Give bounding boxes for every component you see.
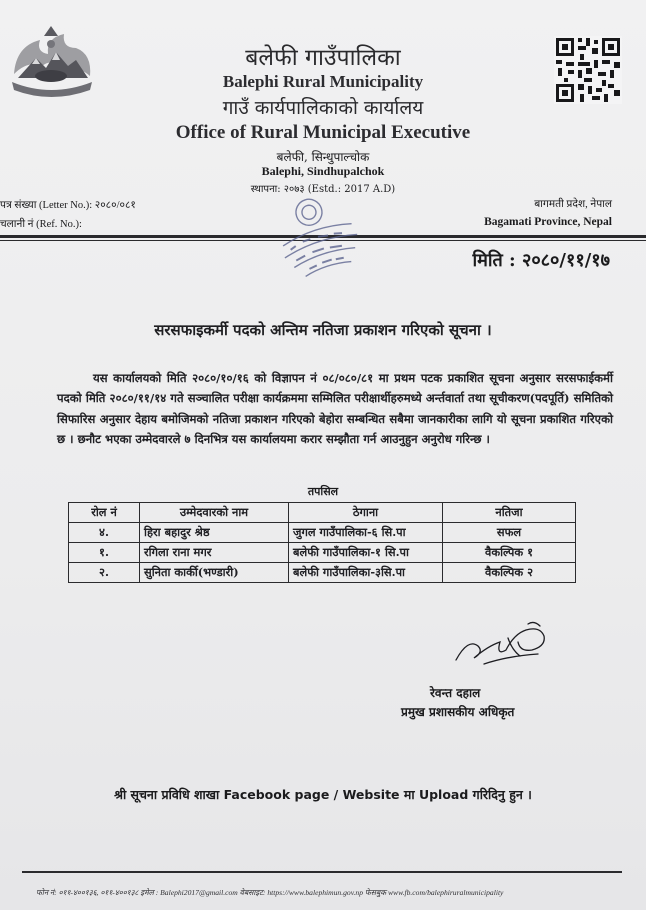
- result-cell: वैकल्पिक २: [443, 563, 576, 583]
- notice-date: मिति : २०८०/११/१७: [472, 250, 610, 271]
- result-cell: सफल: [443, 523, 576, 543]
- header-candidate-name: उम्मेदवारको नाम: [140, 503, 289, 523]
- header-roll-no: रोल नं: [69, 503, 140, 523]
- notice-subject: सरसफाइकर्मी पदको अन्तिम नतिजा प्रकाशन गरिएको सूचना ।: [154, 321, 492, 339]
- table-header-row: [69, 503, 576, 523]
- signatory-name: रेवन्त दहाल: [430, 686, 481, 700]
- candidate-name-cell: हिरा बहादुर श्रेष्ठ: [140, 523, 289, 543]
- office-seal-stamp: [262, 187, 372, 287]
- letter-number: पत्र संख्या (Letter No.): २०८०/०८१: [0, 200, 136, 211]
- results-table: [68, 502, 576, 583]
- address-cell: बलेफी गाउँपालिका-१ सि.पा: [289, 543, 443, 563]
- location-np: बलेफी, सिन्धुपाल्चोक: [276, 150, 370, 164]
- table-row: [69, 543, 576, 563]
- table-row: [69, 563, 576, 583]
- address-cell: बलेफी गाउँपालिका-३सि.पा: [289, 563, 443, 583]
- address-cell: जुगल गाउँपालिका-६ सि.पा: [289, 523, 443, 543]
- province-np: बागमती प्रदेश, नेपाल: [534, 199, 612, 210]
- table-caption: तपसिल: [307, 485, 339, 498]
- roll-no-cell: ४.: [69, 523, 140, 543]
- municipality-name-en: Balephi Rural Municipality: [222, 72, 424, 91]
- result-cell: वैकल्पिक १: [443, 543, 576, 563]
- office-name-en: Office of Rural Municipal Executive: [175, 122, 471, 143]
- header-result: नतिजा: [443, 503, 576, 523]
- signatory-title: प्रमुख प्रशासकीय अधिकृत: [401, 705, 515, 719]
- contact-info: फोन नं: ०११-४००१३६, ०११-४००१३८ इमेल : Balephi2017@gmail.com वेबसाइट: https://www.balephimun.gov.np फेसबुक www.fb.com/balephiruralmunicipality: [36, 888, 504, 897]
- reference-number: चलानी नं (Ref. No.):: [0, 219, 82, 230]
- upload-instruction: श्री सूचना प्रविधि शाखा Facebook page / Website मा Upload गरिदिनु हुन ।: [114, 787, 532, 802]
- header-address: ठेगाना: [289, 503, 443, 523]
- handwritten-signature: [448, 616, 556, 672]
- notice-body: यस कार्यालयको मिति २०८०/१०/१६ को विज्ञापन नं ०८/०८०/८१ मा प्रथम पटक प्रकाशित सूचना अनुसार सरसफाईकर्मी पदको मिति २०८०/११/१४ गते सञ्चालित परीक्षा कार्यक्रममा सम्मिलित परीक्षार्थीहरुमध्ये अर्न्तवार्ता तथा सूचीकरण(पदपूर्ति) समितिको सिफारिस अनुसार देहाय बमोजिमको नतिजा प्रकाशन गरिएको बेहोरा सम्बन्धित सबैमा जानकारीका लागि यो सूचना प्रकाशित गरिएको छ । छनौट भएका उम्मेदवारले ७ दिनभित्र यस कार्यालयमा करार सम्झौता गर्न आउनुहुन अनुरोध गरिन्छ ।: [57, 371, 613, 447]
- roll-no-cell: १.: [69, 543, 140, 563]
- location-en: Balephi, Sindhupalchok: [261, 164, 385, 178]
- table-row: [69, 523, 576, 543]
- candidate-name-cell: सुनिता कार्की(भण्डारी): [140, 563, 289, 583]
- established-year: स्थापना: २०७३ (Estd.: 2017 A.D): [250, 184, 396, 195]
- municipality-name-np: बलेफी गाउँपालिका: [245, 45, 401, 71]
- office-name-np: गाउँ कार्यपालिकाको कार्यालय: [222, 97, 424, 119]
- roll-no-cell: २.: [69, 563, 140, 583]
- footer-divider: [22, 871, 622, 873]
- candidate-name-cell: रगिला राना मगर: [140, 543, 289, 563]
- province-en: Bagamati Province, Nepal: [484, 216, 612, 228]
